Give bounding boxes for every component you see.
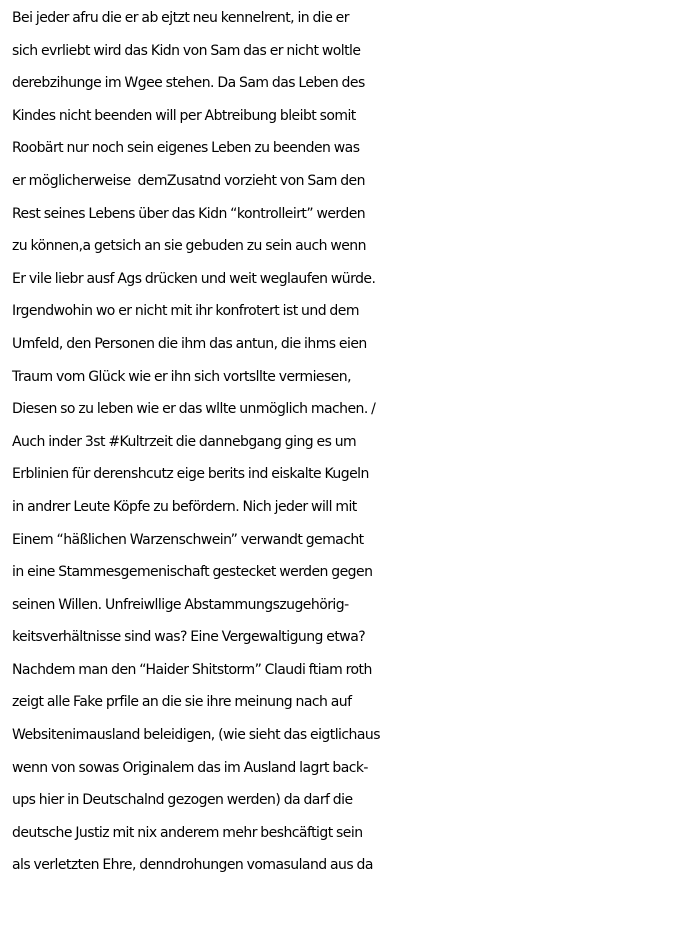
text-line: Diesen so zu leben wie er das wllte unmöglich machen. /	[12, 401, 376, 418]
text-line: Traum vom Glück wie er ihn sich vortsllte vermiesen,	[12, 368, 352, 385]
text-line: keitsverhältnisse sind was? Eine Vergewaltigung etwa?	[12, 629, 366, 646]
text-line: er möglicherweise demZusatnd vorzieht von Sam den	[12, 172, 365, 189]
text-line: in andrer Leute Köpfe zu befördern. Nich jeder will mit	[12, 498, 357, 515]
text-line: Rest seines Lebens über das Kidn “kontrolleirt” werden	[12, 205, 366, 222]
text-block	[12, 2, 684, 882]
text-line: zu können,a getsich an sie gebuden zu sein auch wenn	[12, 238, 366, 255]
text-line: Er vile liebr ausf Ags drücken und weit weglaufen würde.	[12, 270, 376, 287]
text-line: sich evrliebt wird das Kidn von Sam das er nicht woltle	[12, 42, 361, 59]
text-line: derebzihunge im Wgee stehen. Da Sam das Leben des	[12, 75, 365, 92]
text-line: Einem “häßlichen Warzenschwein” verwandt gemacht	[12, 531, 364, 548]
text-line: ups hier in Deutschalnd gezogen werden) da darf die	[12, 792, 353, 809]
text-line: Websitenimausland beleidigen, (wie sieht das eigtlichaus	[12, 727, 380, 744]
text-line: Nachdem man den “Haider Shitstorm” Claudi ftiam roth	[12, 661, 372, 678]
text-line: deutsche Justiz mit nix anderem mehr beshcäftigt sein	[12, 824, 363, 841]
text-line: Erblinien für derenshcutz eige berits ind eiskalte Kugeln	[12, 466, 369, 483]
text-line: Umfeld, den Personen die ihm das antun, die ihms eien	[12, 335, 367, 352]
text-line: in eine Stammesgemenischaft gestecket werden gegen	[12, 564, 373, 581]
text-line: Kindes nicht beenden will per Abtreibung bleibt somit	[12, 107, 356, 124]
text-line: als verletzten Ehre, denndrohungen vomasuland aus da	[12, 857, 373, 874]
text-line: Roobärt nur noch sein eigenes Leben zu beenden was	[12, 140, 360, 157]
text-line: zeigt alle Fake prfile an die sie ihre meinung nach auf	[12, 694, 352, 711]
text-line: seinen Willen. Unfreiwllige Abstammungszugehörig-	[12, 596, 349, 613]
text-line: Bei jeder afru die er ab ejtzt neu kennelrent, in die er	[12, 10, 349, 26]
text-line: wenn von sowas Originalem das im Ausland lagrt back-	[12, 759, 368, 776]
text-line: Auch inder 3st #Kultrzeit die dannebgang ging es um	[12, 433, 357, 450]
text-line: Irgendwohin wo er nicht mit ihr konfrotert ist und dem	[12, 303, 359, 320]
